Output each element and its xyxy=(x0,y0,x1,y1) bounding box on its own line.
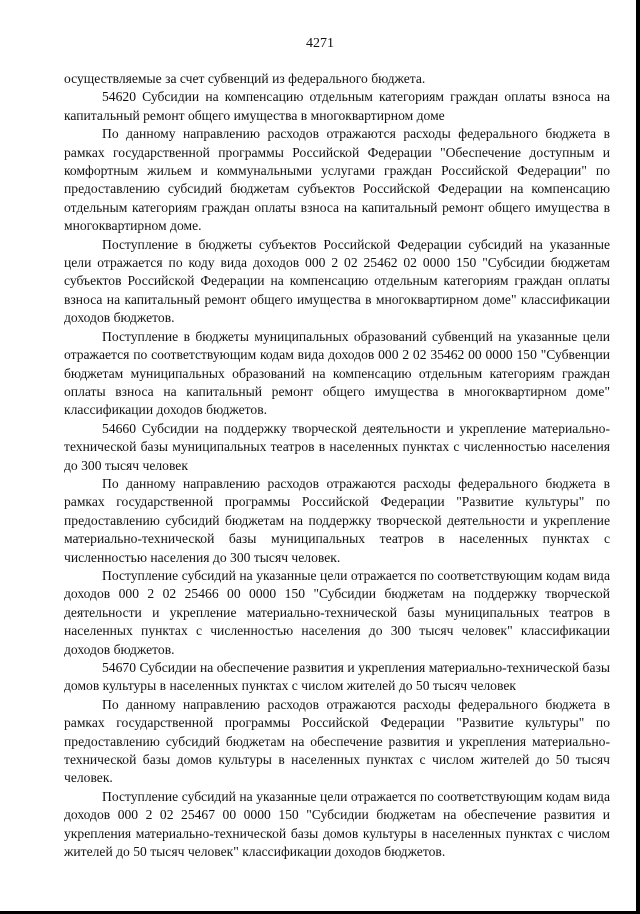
paragraph-revenue-subjects-54620: Поступление в бюджеты субъектов Российской Федерации субсидий на указанные цели отражается по коду вида доходов 000 2 02 25462 02 0000 150 "Субсидии бюджетам субъектов Российской Федерации на компенсацию отдельным категориям граждан оплаты взноса на капитальный ремонт общего имущества в многоквартирном доме" классификации доходов бюджетов. xyxy=(64,236,610,326)
paragraph-expenses-54620: По данному направлению расходов отражаются расходы федерального бюджета в рамках государственной программы Российской Федерации "Обеспечение доступным и комфортным жильем и коммунальными услугами граждан Российской Федерации" по предоставлению субсидий бюджетам субъектов Российской Федерации на компенсацию отдельным категориям граждан оплаты взноса на капитальный ремонт общего имущества в многоквартирном доме. xyxy=(64,126,610,234)
section-heading-54670: 54670 Субсидии на обеспечение развития и укрепления материально-технической базы домов культуры в населенных пунктах с числом жителей до 50 тысяч человек xyxy=(64,660,610,694)
page-number: 4271 xyxy=(306,36,334,51)
paragraph-expenses-54670: По данному направлению расходов отражаются расходы федерального бюджета в рамках государственной программы Российской Федерации "Развитие культуры" по предоставлению субсидий бюджетам на обеспечение развития и укрепления материально-технической базы домов культуры в населенных пунктах с числом жителей до 50 тысяч человек. xyxy=(64,696,610,786)
paragraph-expenses-54660: По данному направлению расходов отражаются расходы федерального бюджета в рамках государственной программы Российской Федерации "Развитие культуры" по предоставлению субсидий бюджетам на поддержку творческой деятельности и укрепление материально-технической базы муниципальных театров в населенных пунктах с численностью населения до 300 тысяч человек. xyxy=(64,475,610,565)
paragraph-revenue-municipal-54620: Поступление в бюджеты муниципальных образований субвенций на указанные цели отражается по соответствующим кодам вида доходов 000 2 02 35462 00 0000 150 "Субвенции бюджетам муниципальных образований на компенсацию отдельным категориям граждан оплаты взноса на капитальный ремонт общего имущества в многоквартирном доме" классификации доходов бюджетов. xyxy=(64,328,610,418)
paragraph-continuation: осуществляемые за счет субвенций из федерального бюджета. xyxy=(64,71,426,86)
paragraph-revenue-54670: Поступление субсидий на указанные цели отражается по соответствующим кодам вида доходов 000 2 02 25467 00 0000 150 "Субсидии бюджетам на обеспечение развития и укрепления материально-технической базы домов культуры в населенных пунктах с числом жителей до 50 тысяч человек" классификации доходов бюджетов. xyxy=(64,788,610,860)
paragraph-revenue-54660: Поступление субсидий на указанные цели отражается по соответствующим кодам вида доходов 000 2 02 25466 00 0000 150 "Субсидии бюджетам на поддержку творческой деятельности и укрепление материально-технической базы муниципальных театров в населенных пунктах с численностью населения до 300 тысяч человек" классификации доходов бюджетов. xyxy=(64,567,610,657)
section-heading-54660: 54660 Субсидии на поддержку творческой деятельности и укрепление материально-технической базы муниципальных театров в населенных пунктах с численностью населения до 300 тысяч человек xyxy=(64,420,610,473)
document-body xyxy=(64,70,610,861)
scan-edge-right xyxy=(636,0,640,914)
section-heading-54620: 54620 Субсидии на компенсацию отдельным категориям граждан оплаты взноса на капитальный ремонт общего имущества в многоквартирном доме xyxy=(64,89,610,123)
